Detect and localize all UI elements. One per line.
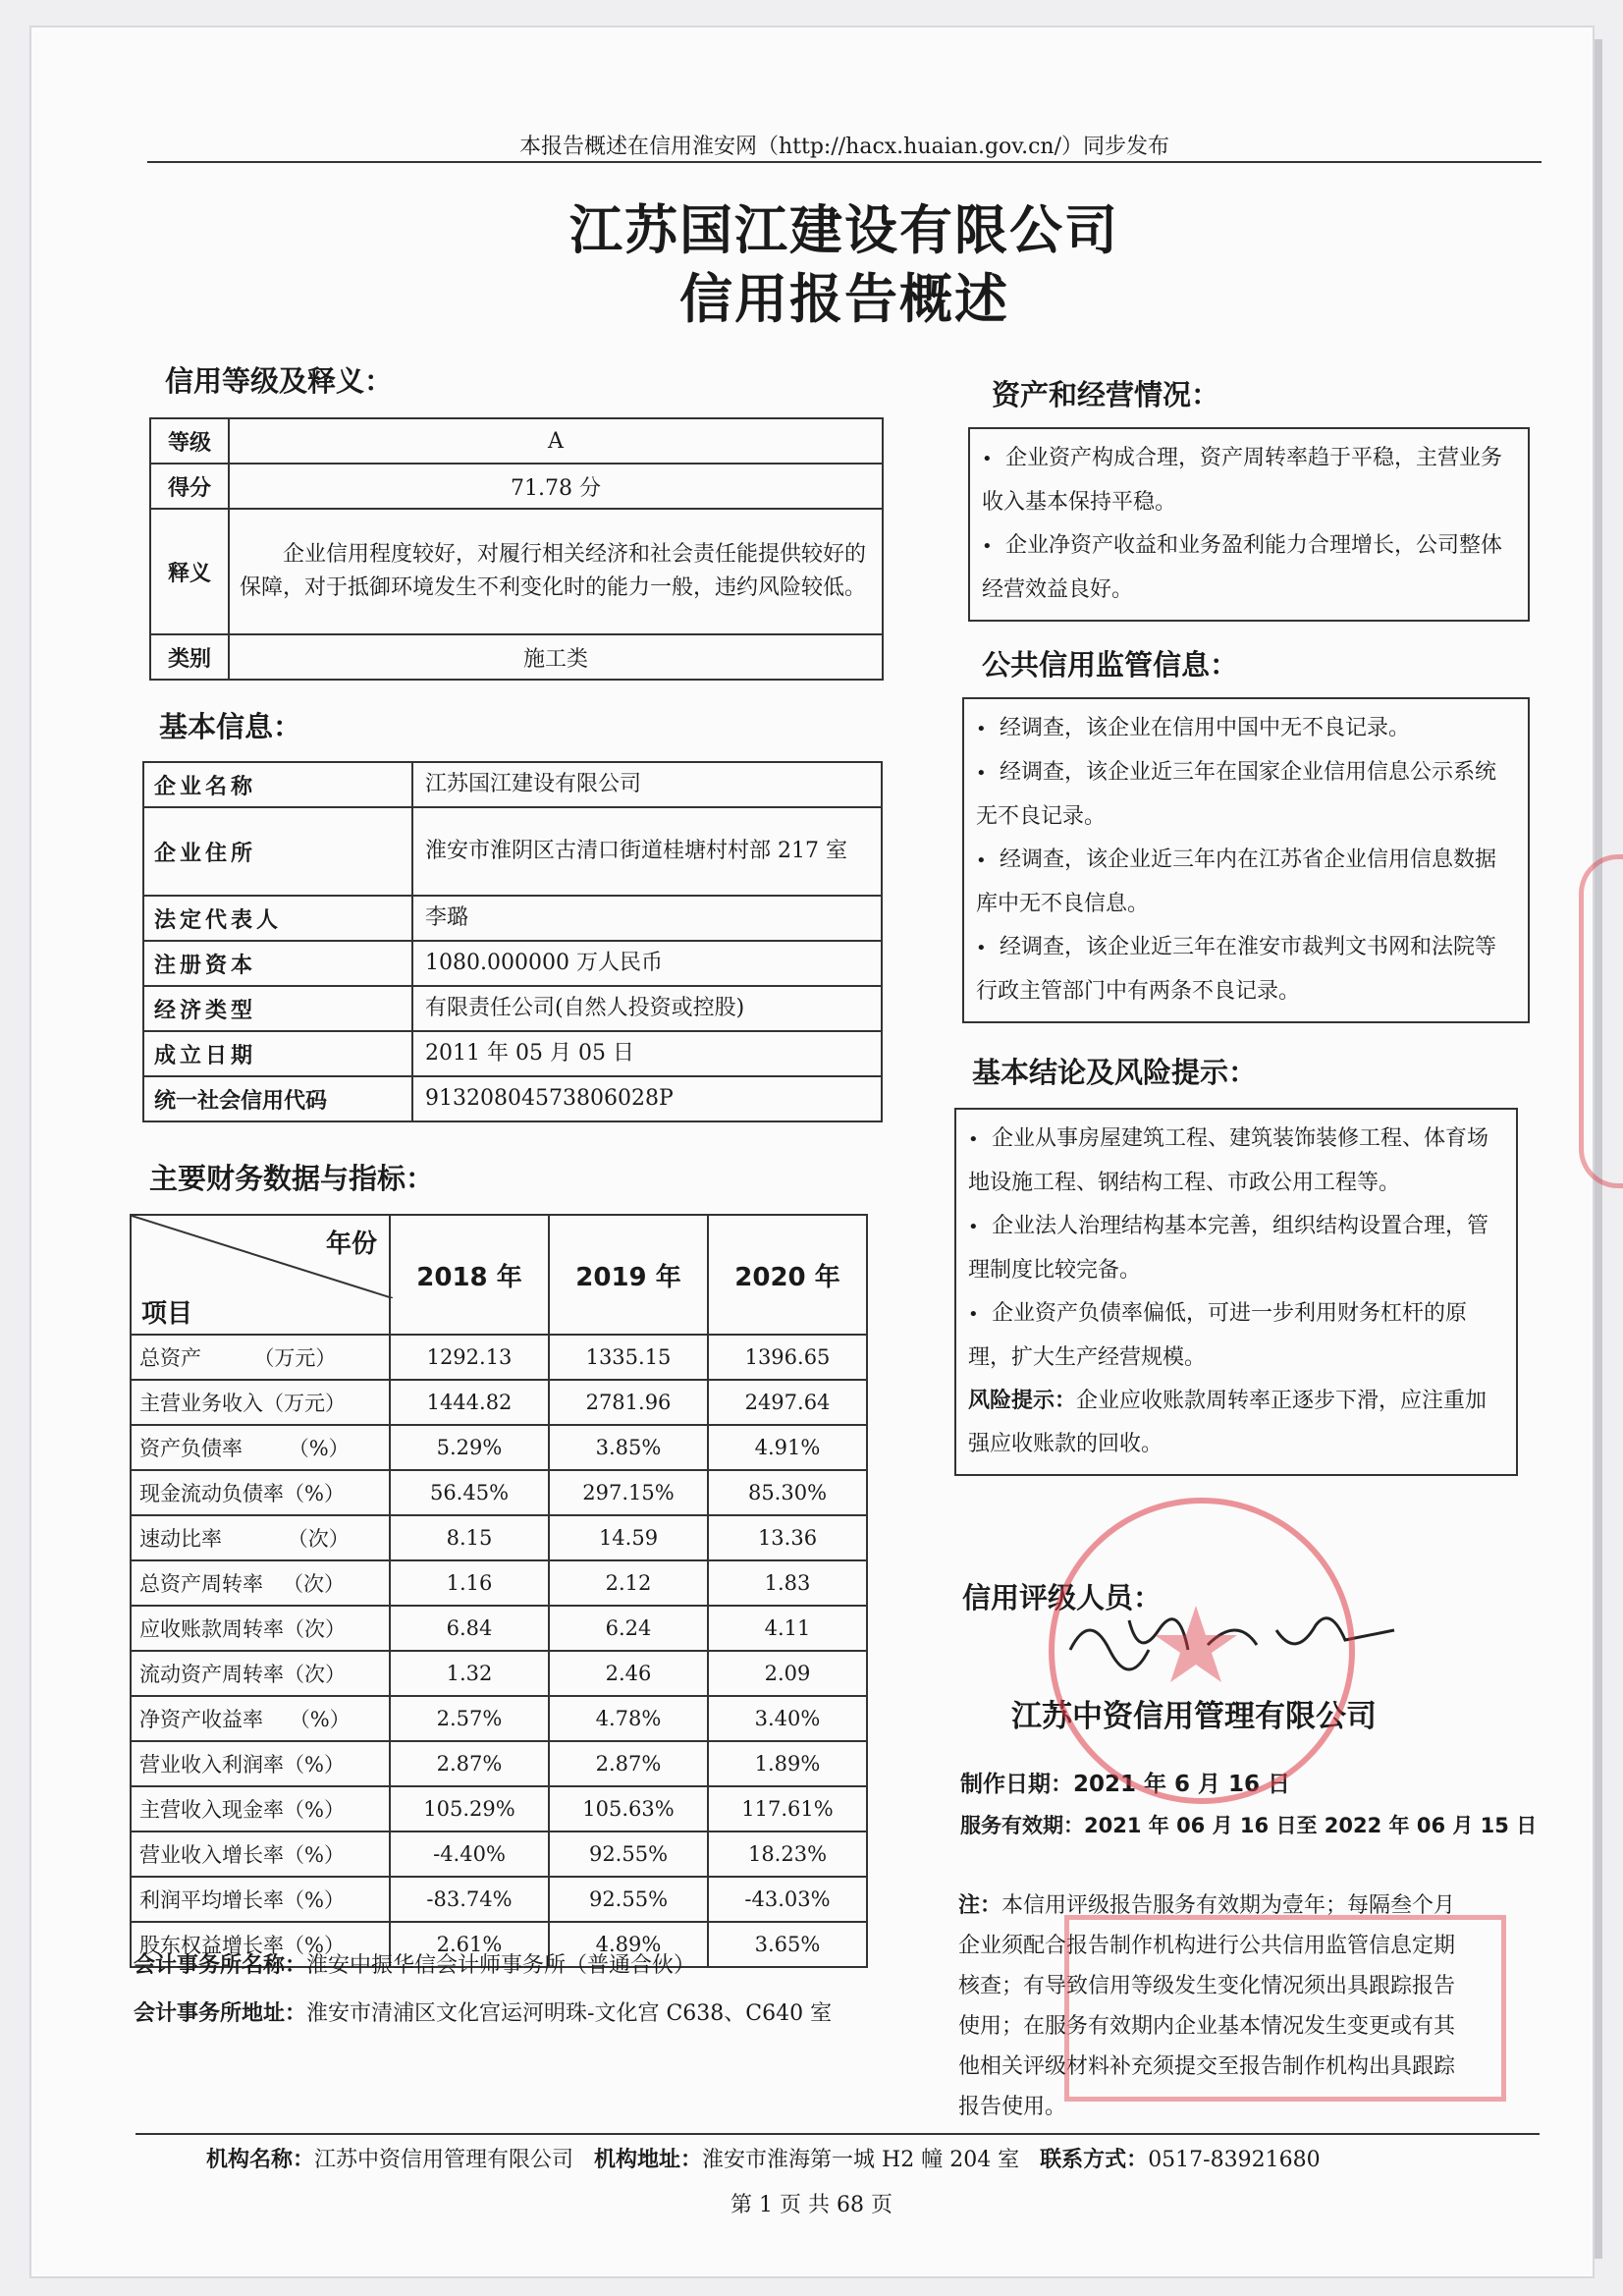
metric-label: 净资产收益率 （%） <box>131 1696 390 1741</box>
meaning-label: 释义 <box>150 509 229 634</box>
info-label: 企业名称 <box>143 762 412 807</box>
value-2019: 4.89% <box>549 1922 708 1967</box>
value-2019: 105.63% <box>549 1786 708 1831</box>
value-2019: 14.59 <box>549 1515 708 1560</box>
financial-row <box>131 1380 867 1425</box>
info-row <box>143 986 882 1031</box>
info-value: 2011 年 05 月 05 日 <box>412 1031 882 1076</box>
bullet-icon: • <box>982 449 993 469</box>
value-2019: 3.85% <box>549 1425 708 1470</box>
info-value: 有限责任公司(自然人投资或控股) <box>412 986 882 1031</box>
grade-row-meaning <box>150 509 883 634</box>
info-row <box>143 941 882 986</box>
footer-org-name: 江苏中资信用管理有限公司 <box>314 2148 574 2172</box>
financial-row <box>131 1515 867 1560</box>
year-header: 2019 年 <box>549 1215 708 1335</box>
conclusion-heading: 基本结论及风险提示： <box>972 1056 1258 1089</box>
value-2019: 297.15% <box>549 1470 708 1515</box>
value-2018: -83.74% <box>390 1877 549 1922</box>
value-2020: 4.11 <box>708 1606 867 1651</box>
header-corner-cell <box>131 1215 390 1335</box>
public-credit-box <box>962 697 1530 1023</box>
info-row <box>143 762 882 807</box>
financial-row <box>131 1560 867 1606</box>
firm-address-line <box>134 1995 860 2033</box>
info-label: 企业住所 <box>143 807 412 896</box>
value-2020: 117.61% <box>708 1786 867 1831</box>
firm-address: 淮安市清浦区文化宫运河明珠-文化宫 C638、C640 室 <box>306 2001 833 2026</box>
info-value: 淮安市淮阴区古清口街道桂塘村村部 217 室 <box>412 807 882 896</box>
firm-address-label: 会计事务所地址： <box>134 2001 307 2026</box>
info-label: 法定代表人 <box>143 896 412 941</box>
firm-name-label: 会计事务所名称： <box>134 1953 307 1978</box>
financial-row <box>131 1786 867 1831</box>
value-2020: 1396.65 <box>708 1335 867 1380</box>
info-label: 成立日期 <box>143 1031 412 1076</box>
value-2019: 4.78% <box>549 1696 708 1741</box>
value-2020: 85.30% <box>708 1470 867 1515</box>
company-seal-stamp <box>1049 1498 1355 1804</box>
financial-row <box>131 1425 867 1470</box>
value-2018: 6.84 <box>390 1606 549 1651</box>
metric-label: 营业收入增长率（%） <box>131 1831 390 1877</box>
value-2018: 2.57% <box>390 1696 549 1741</box>
report-title-subtitle: 信用报告概述 <box>679 267 1009 330</box>
info-row <box>143 807 882 896</box>
value-2020: 1.83 <box>708 1560 867 1606</box>
header-note: 本报告概述在信用淮安网（http://hacx.huaian.gov.cn/）同步发布 <box>519 135 1169 159</box>
financial-heading: 主要财务数据与指标： <box>149 1162 435 1195</box>
metric-label: 资产负债率 （%） <box>131 1425 390 1470</box>
value-2019: 2.87% <box>549 1741 708 1786</box>
info-row <box>143 1031 882 1076</box>
value-2018: 1444.82 <box>390 1380 549 1425</box>
info-row <box>143 1076 882 1121</box>
firm-name-line <box>134 1949 860 1983</box>
financial-row <box>131 1651 867 1696</box>
valid-period: 2021 年 06 月 16 日至 2022 年 06 月 15 日 <box>1084 1814 1538 1837</box>
financial-table <box>130 1214 868 1968</box>
edge-seal-stamp <box>1579 854 1623 1188</box>
corner-item-label: 项目 <box>141 1299 193 1329</box>
header-divider <box>147 161 1542 163</box>
value-2020: 4.91% <box>708 1425 867 1470</box>
financial-row <box>131 1877 867 1922</box>
value-2018: 1.16 <box>390 1560 549 1606</box>
metric-label: 速动比率 （次） <box>131 1515 390 1560</box>
made-date: 2021 年 6 月 16 日 <box>1073 1772 1291 1797</box>
metric-label: 主营业务收入（万元） <box>131 1380 390 1425</box>
public-credit-item: • 经调查，该企业近三年在淮安市裁判文书网和法院等行政主管部门中有两条不良记录。 <box>976 926 1516 1013</box>
note-text: 本信用评级报告服务有效期为壹年；每隔叁个月企业须配合报告制作机构进行公共信用监管信息定期核查；有导致信用等级发生变化情况须出具跟踪报告使用；在服务有效期内企业基本情况发生变更或有其他相关评级材料补充须提交至报告制作机构出具跟踪报告使用。 <box>958 1893 1456 2119</box>
metric-label: 股东权益增长率（%） <box>131 1922 390 1967</box>
footer-divider <box>135 2133 1540 2135</box>
metric-label: 总资产周转率 （次） <box>131 1560 390 1606</box>
value-2019: 92.55% <box>549 1831 708 1877</box>
info-label: 注册资本 <box>143 941 412 986</box>
value-2019: 6.24 <box>549 1606 708 1651</box>
grade-heading: 信用等级及释义： <box>165 364 394 398</box>
made-date-label: 制作日期： <box>960 1772 1073 1797</box>
grade-label: 等级 <box>150 418 229 464</box>
conclusion-box <box>954 1108 1518 1476</box>
value-2020: 18.23% <box>708 1831 867 1877</box>
value-2020: 1.89% <box>708 1741 867 1786</box>
info-value: 1080.000000 万人民币 <box>412 941 882 986</box>
footer-addr: 淮安市淮海第一城 H2 幢 204 室 <box>702 2148 1020 2172</box>
value-2018: 1292.13 <box>390 1335 549 1380</box>
value-2018: 56.45% <box>390 1470 549 1515</box>
value-2018: 105.29% <box>390 1786 549 1831</box>
value-2020: 3.65% <box>708 1922 867 1967</box>
value-2018: -4.40% <box>390 1831 549 1877</box>
value-2019: 2.12 <box>549 1560 708 1606</box>
year-header: 2018 年 <box>390 1215 549 1335</box>
value-2020: 2.09 <box>708 1651 867 1696</box>
valid-period-line <box>960 1810 1537 1839</box>
rater-heading: 信用评级人员： <box>962 1581 1163 1614</box>
special-seal-stamp <box>1064 1915 1506 2102</box>
financial-row <box>131 1831 867 1877</box>
value-2019: 92.55% <box>549 1877 708 1922</box>
page-number: 第 1 页 共 68 页 <box>730 2193 893 2217</box>
bullet-icon: • <box>976 719 987 739</box>
value-2018: 2.87% <box>390 1741 549 1786</box>
conclusion-item: • 企业法人治理结构基本完善，组织结构设置合理，管理制度比较完备。 <box>968 1205 1504 1292</box>
financial-header-row <box>131 1215 867 1335</box>
assets-item: • 企业净资产收益和业务盈利能力合理增长，公司整体经营效益良好。 <box>982 524 1516 612</box>
financial-row <box>131 1696 867 1741</box>
footer-org-label: 机构名称： <box>206 2148 315 2172</box>
value-2018: 1.32 <box>390 1651 549 1696</box>
footer-addr-label: 机构地址： <box>594 2148 703 2172</box>
value-2020: 13.36 <box>708 1515 867 1560</box>
conclusion-item: • 企业从事房屋建筑工程、建筑装饰装修工程、体育场地设施工程、钢结构工程、市政公用工程等。 <box>968 1118 1504 1205</box>
metric-label: 现金流动负债率（%） <box>131 1470 390 1515</box>
risk-text: 企业应收账款周转率正逐步下滑，应注重加强应收账款的回收。 <box>968 1389 1488 1456</box>
value-2019: 2781.96 <box>549 1380 708 1425</box>
value-2020: 2497.64 <box>708 1380 867 1425</box>
metric-label: 总资产 （万元） <box>131 1335 390 1380</box>
financial-body <box>131 1335 867 1967</box>
metric-label: 主营收入现金率（%） <box>131 1786 390 1831</box>
note-label: 注： <box>958 1893 1002 1918</box>
financial-row <box>131 1741 867 1786</box>
footer-contact: 0517-83921680 <box>1148 2148 1321 2172</box>
info-label: 统一社会信用代码 <box>143 1076 412 1121</box>
conclusion-item: • 企业资产负债率偏低，可进一步利用财务杠杆的原理，扩大生产经营规模。 <box>968 1292 1504 1380</box>
financial-row <box>131 1470 867 1515</box>
bullet-icon: • <box>976 938 987 958</box>
financial-row <box>131 1335 867 1380</box>
basic-info-table <box>142 761 883 1122</box>
public-credit-item: • 经调查，该企业近三年内在江苏省企业信用信息数据库中无不良信息。 <box>976 839 1516 926</box>
valid-period-label: 服务有效期： <box>960 1814 1084 1837</box>
info-value: 91320804573806028P <box>412 1076 882 1121</box>
rater-company: 江苏中资信用管理有限公司 <box>1011 1699 1377 1734</box>
metric-label: 应收账款周转率（次） <box>131 1606 390 1651</box>
grade-value: A <box>229 418 883 464</box>
assets-item: • 企业资产构成合理，资产周转率趋于平稳，主营业务收入基本保持平稳。 <box>982 437 1516 524</box>
meaning-value: 企业信用程度较好，对履行相关经济和社会责任能提供较好的保障，对于抵御环境发生不利变化时的能力一般，违约风险较低。 <box>229 509 883 634</box>
bullet-icon: • <box>968 1217 979 1237</box>
risk-note <box>968 1380 1504 1466</box>
firm-name: 淮安中振华信会计师事务所（普通合伙） <box>306 1953 696 1978</box>
value-2018: 5.29% <box>390 1425 549 1470</box>
value-2020: -43.03% <box>708 1877 867 1922</box>
financial-row <box>131 1606 867 1651</box>
category-value: 施工类 <box>229 634 883 680</box>
bullet-icon: • <box>976 850 987 871</box>
metric-label: 流动资产周转率（次） <box>131 1651 390 1696</box>
category-label: 类别 <box>150 634 229 680</box>
metric-label: 营业收入利润率（%） <box>131 1741 390 1786</box>
public-credit-heading: 公共信用监管信息： <box>982 648 1239 682</box>
score-label: 得分 <box>150 464 229 509</box>
value-2018: 8.15 <box>390 1515 549 1560</box>
bullet-icon: • <box>976 763 987 784</box>
grade-row-category <box>150 634 883 680</box>
info-label: 经济类型 <box>143 986 412 1031</box>
value-2020: 3.40% <box>708 1696 867 1741</box>
score-value: 71.78 分 <box>229 464 883 509</box>
value-2019: 2.46 <box>549 1651 708 1696</box>
grade-row-level <box>150 418 883 464</box>
info-value: 李璐 <box>412 896 882 941</box>
bullet-icon: • <box>982 536 993 557</box>
risk-label: 风险提示： <box>968 1389 1077 1413</box>
assets-heading: 资产和经营情况： <box>992 378 1220 411</box>
grade-table <box>149 417 884 681</box>
footer-contact-label: 联系方式： <box>1040 2148 1149 2172</box>
bullet-icon: • <box>968 1129 979 1150</box>
metric-label: 利润平均增长率（%） <box>131 1877 390 1922</box>
bullet-icon: • <box>968 1304 979 1325</box>
grade-row-score <box>150 464 883 509</box>
value-2018: 2.61% <box>390 1922 549 1967</box>
corner-year-label: 年份 <box>325 1230 377 1259</box>
public-credit-item: • 经调查，该企业在信用中国中无不良记录。 <box>976 707 1516 751</box>
info-value: 江苏国江建设有限公司 <box>412 762 882 807</box>
year-header: 2020 年 <box>708 1215 867 1335</box>
report-title-company: 江苏国江建设有限公司 <box>569 198 1119 261</box>
basic-info-heading: 基本信息： <box>159 710 302 743</box>
public-credit-item: • 经调查，该企业近三年在国家企业信用信息公示系统无不良记录。 <box>976 751 1516 839</box>
footer-info <box>206 2143 1321 2173</box>
assets-box <box>968 427 1530 622</box>
info-row <box>143 896 882 941</box>
value-2019: 1335.15 <box>549 1335 708 1380</box>
